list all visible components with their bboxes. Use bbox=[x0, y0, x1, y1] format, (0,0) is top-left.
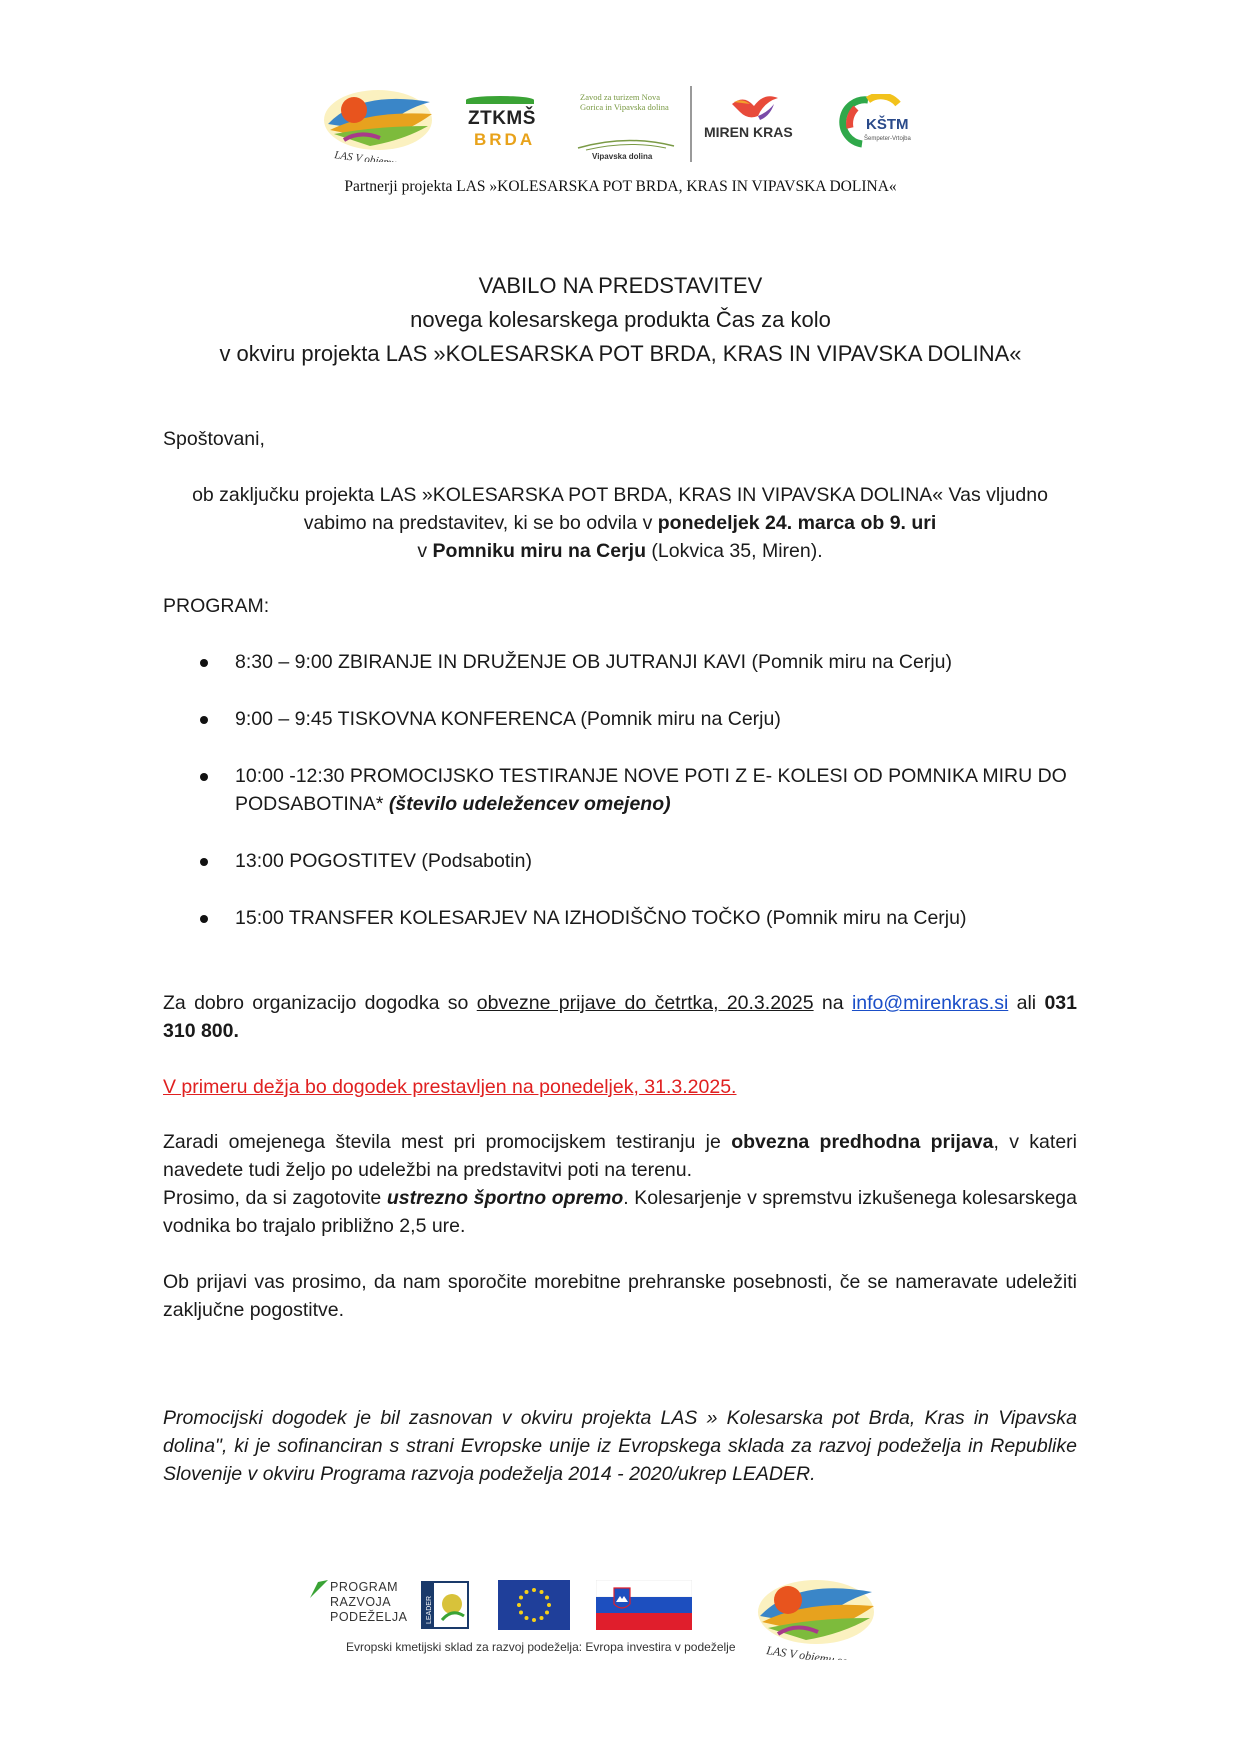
partners-caption: Partnerji projekta LAS »KOLESARSKA POT BRDA, KRAS IN VIPAVSKA DOLINA« bbox=[344, 178, 897, 195]
mandatory-registration: obvezna predhodna prijava bbox=[731, 1131, 994, 1153]
las-logo-footer bbox=[752, 1568, 882, 1660]
intro-paragraph bbox=[163, 481, 1077, 565]
las-logo bbox=[320, 80, 440, 162]
kstm-logo bbox=[838, 94, 918, 150]
event-address: (Lokvica 35, Miren). bbox=[645, 540, 823, 562]
ztkms-logo-title: ZTKMŠ bbox=[468, 108, 536, 129]
title-line-3: v okviru projekta LAS »KOLESARSKA POT BRDA, KRAS IN VIPAVSKA DOLINA« bbox=[219, 341, 1022, 366]
eu-flag bbox=[498, 1580, 570, 1630]
logo-divider bbox=[690, 86, 692, 162]
prp-line-2: RAZVOJA bbox=[330, 1595, 392, 1609]
leader-logo bbox=[420, 1580, 470, 1630]
program-item-text: 10:00 -12:30 PROMOCIJSKO TESTIRANJE NOVE POTI Z E- KOLESI OD POMNIKA MIRU DO PODSABOTINA* (število udeležencev omejeno) bbox=[235, 765, 1067, 815]
participants-limited-note: (število udeležencev omejeno) bbox=[388, 793, 671, 815]
testing-paragraph: Zaradi omejenega števila mest pri promocijskem testiranju je obvezna predhodna prijava, v kateri navedete tudi željo po udeležbi na predstavitvi poti na terenu. Prosimo, da si zagotovite ustrezno športno opremo. Kolesarjenje v spremstvu izkušenega kolesarskega vodnika bo trajalo približno 2,5 ure. bbox=[163, 1131, 1078, 1237]
program-item-text: 8:30 – 9:00 ZBIRANJE IN DRUŽENJE OB JUTRANJI KAVI (Pomnik miru na Cerju) bbox=[235, 651, 952, 673]
bullet-icon bbox=[200, 659, 208, 667]
title-line-2: novega kolesarskega produkta Čas za kolo bbox=[410, 307, 831, 332]
zavod-swoosh-icon bbox=[576, 136, 676, 152]
footer-caption: Evropski kmetijski sklad za razvoj podeželja: Evropa investira v podeželje bbox=[346, 1640, 736, 1654]
bird-icon bbox=[728, 90, 782, 124]
slovenia-flag bbox=[596, 1580, 692, 1630]
diet-paragraph: Ob prijavi vas prosimo, da nam sporočite morebitne prehranske posebnosti, če se nameravate udeležiti zaključne pogostitve. bbox=[163, 1271, 1077, 1321]
greeting: Spoštovani, bbox=[163, 428, 265, 450]
ztkms-arc bbox=[466, 96, 534, 104]
zavod-logo bbox=[572, 88, 680, 166]
program-item-text: 9:00 – 9:45 TISKOVNA KONFERENCA (Pomnik miru na Cerju) bbox=[235, 708, 781, 730]
phone-number: 031 310 800. bbox=[163, 992, 1077, 1042]
kstm-logo-sub: Šempeter-Vrtojba bbox=[864, 136, 911, 142]
email-link[interactable]: info@mirenkras.si bbox=[851, 992, 1009, 1014]
ztkms-logo-sub: BRDA bbox=[474, 130, 536, 149]
prp-line-3: PODEŽELJA bbox=[330, 1610, 408, 1624]
bullet-icon bbox=[200, 915, 208, 923]
arrow-leaf-icon bbox=[308, 1578, 330, 1600]
intro-text: ob zaključku projekta LAS »KOLESARSKA POT BRDA, KRAS IN VIPAVSKA DOLINA« Vas vljudno vabimo na predstavitev, ki se bo odvila v bbox=[192, 484, 1048, 534]
zavod-logo-sub: Vipavska dolina bbox=[592, 152, 653, 161]
zavod-logo-text: Zavod za turizem Nova Gorica in Vipavska dolina bbox=[580, 92, 669, 112]
las-logo-footer-text: LAS V objemu sonca bbox=[765, 1643, 867, 1660]
registration-deadline: obvezne prijave do četrtka, 20.3.2025 bbox=[476, 992, 814, 1014]
bullet-icon bbox=[200, 716, 208, 724]
program-item-text: 13:00 POGOSTITEV (Podsabotin) bbox=[235, 850, 532, 872]
kstm-logo-text: KŠTM bbox=[866, 116, 909, 133]
bullet-icon bbox=[200, 773, 208, 781]
ztkms-logo bbox=[462, 96, 554, 152]
prp-line-1: PROGRAM bbox=[330, 1580, 399, 1594]
event-date: ponedeljek 24. marca ob 9. uri bbox=[657, 512, 937, 534]
program-item-text: 15:00 TRANSFER KOLESARJEV NA IZHODIŠČNO TOČKO (Pomnik miru na Cerju) bbox=[235, 907, 967, 929]
funding-footnote: Promocijski dogodek je bil zasnovan v okviru projekta LAS » Kolesarska pot Brda, Kras in Vipavska dolina", ki je sofinanciran s strani Evropske unije iz Evropskega sklada za razvoj podeželja in Republike Slovenije v okviru Programa razvoja podeželja 2014 - 2020/ukrep LEADER. bbox=[163, 1407, 1077, 1485]
program-razvoja-podezelja-logo bbox=[308, 1578, 428, 1642]
leader-logo-text: LEADER bbox=[426, 1595, 433, 1624]
miren-kras-logo bbox=[700, 90, 820, 146]
bullet-icon bbox=[200, 858, 208, 866]
title-line-1: VABILO NA PREDSTAVITEV bbox=[478, 273, 763, 298]
registration-paragraph: Za dobro organizacijo dogodka so obvezne prijave do četrtka, 20.3.2025 na info@mirenkras.si ali 031 310 800. bbox=[163, 992, 1077, 1042]
event-place: Pomniku miru na Cerju bbox=[432, 540, 646, 562]
program-heading: PROGRAM: bbox=[163, 595, 270, 617]
las-logo-text: LAS V objemu sonca bbox=[333, 149, 426, 162]
miren-kras-logo-text: MIREN KRAS bbox=[704, 124, 793, 140]
equipment-note: ustrezno športno opremo bbox=[386, 1187, 624, 1209]
rain-notice: V primeru dežja bo dogodek prestavljen na ponedeljek, 31.3.2025. bbox=[163, 1076, 737, 1098]
intro-text-2: v bbox=[417, 540, 433, 562]
